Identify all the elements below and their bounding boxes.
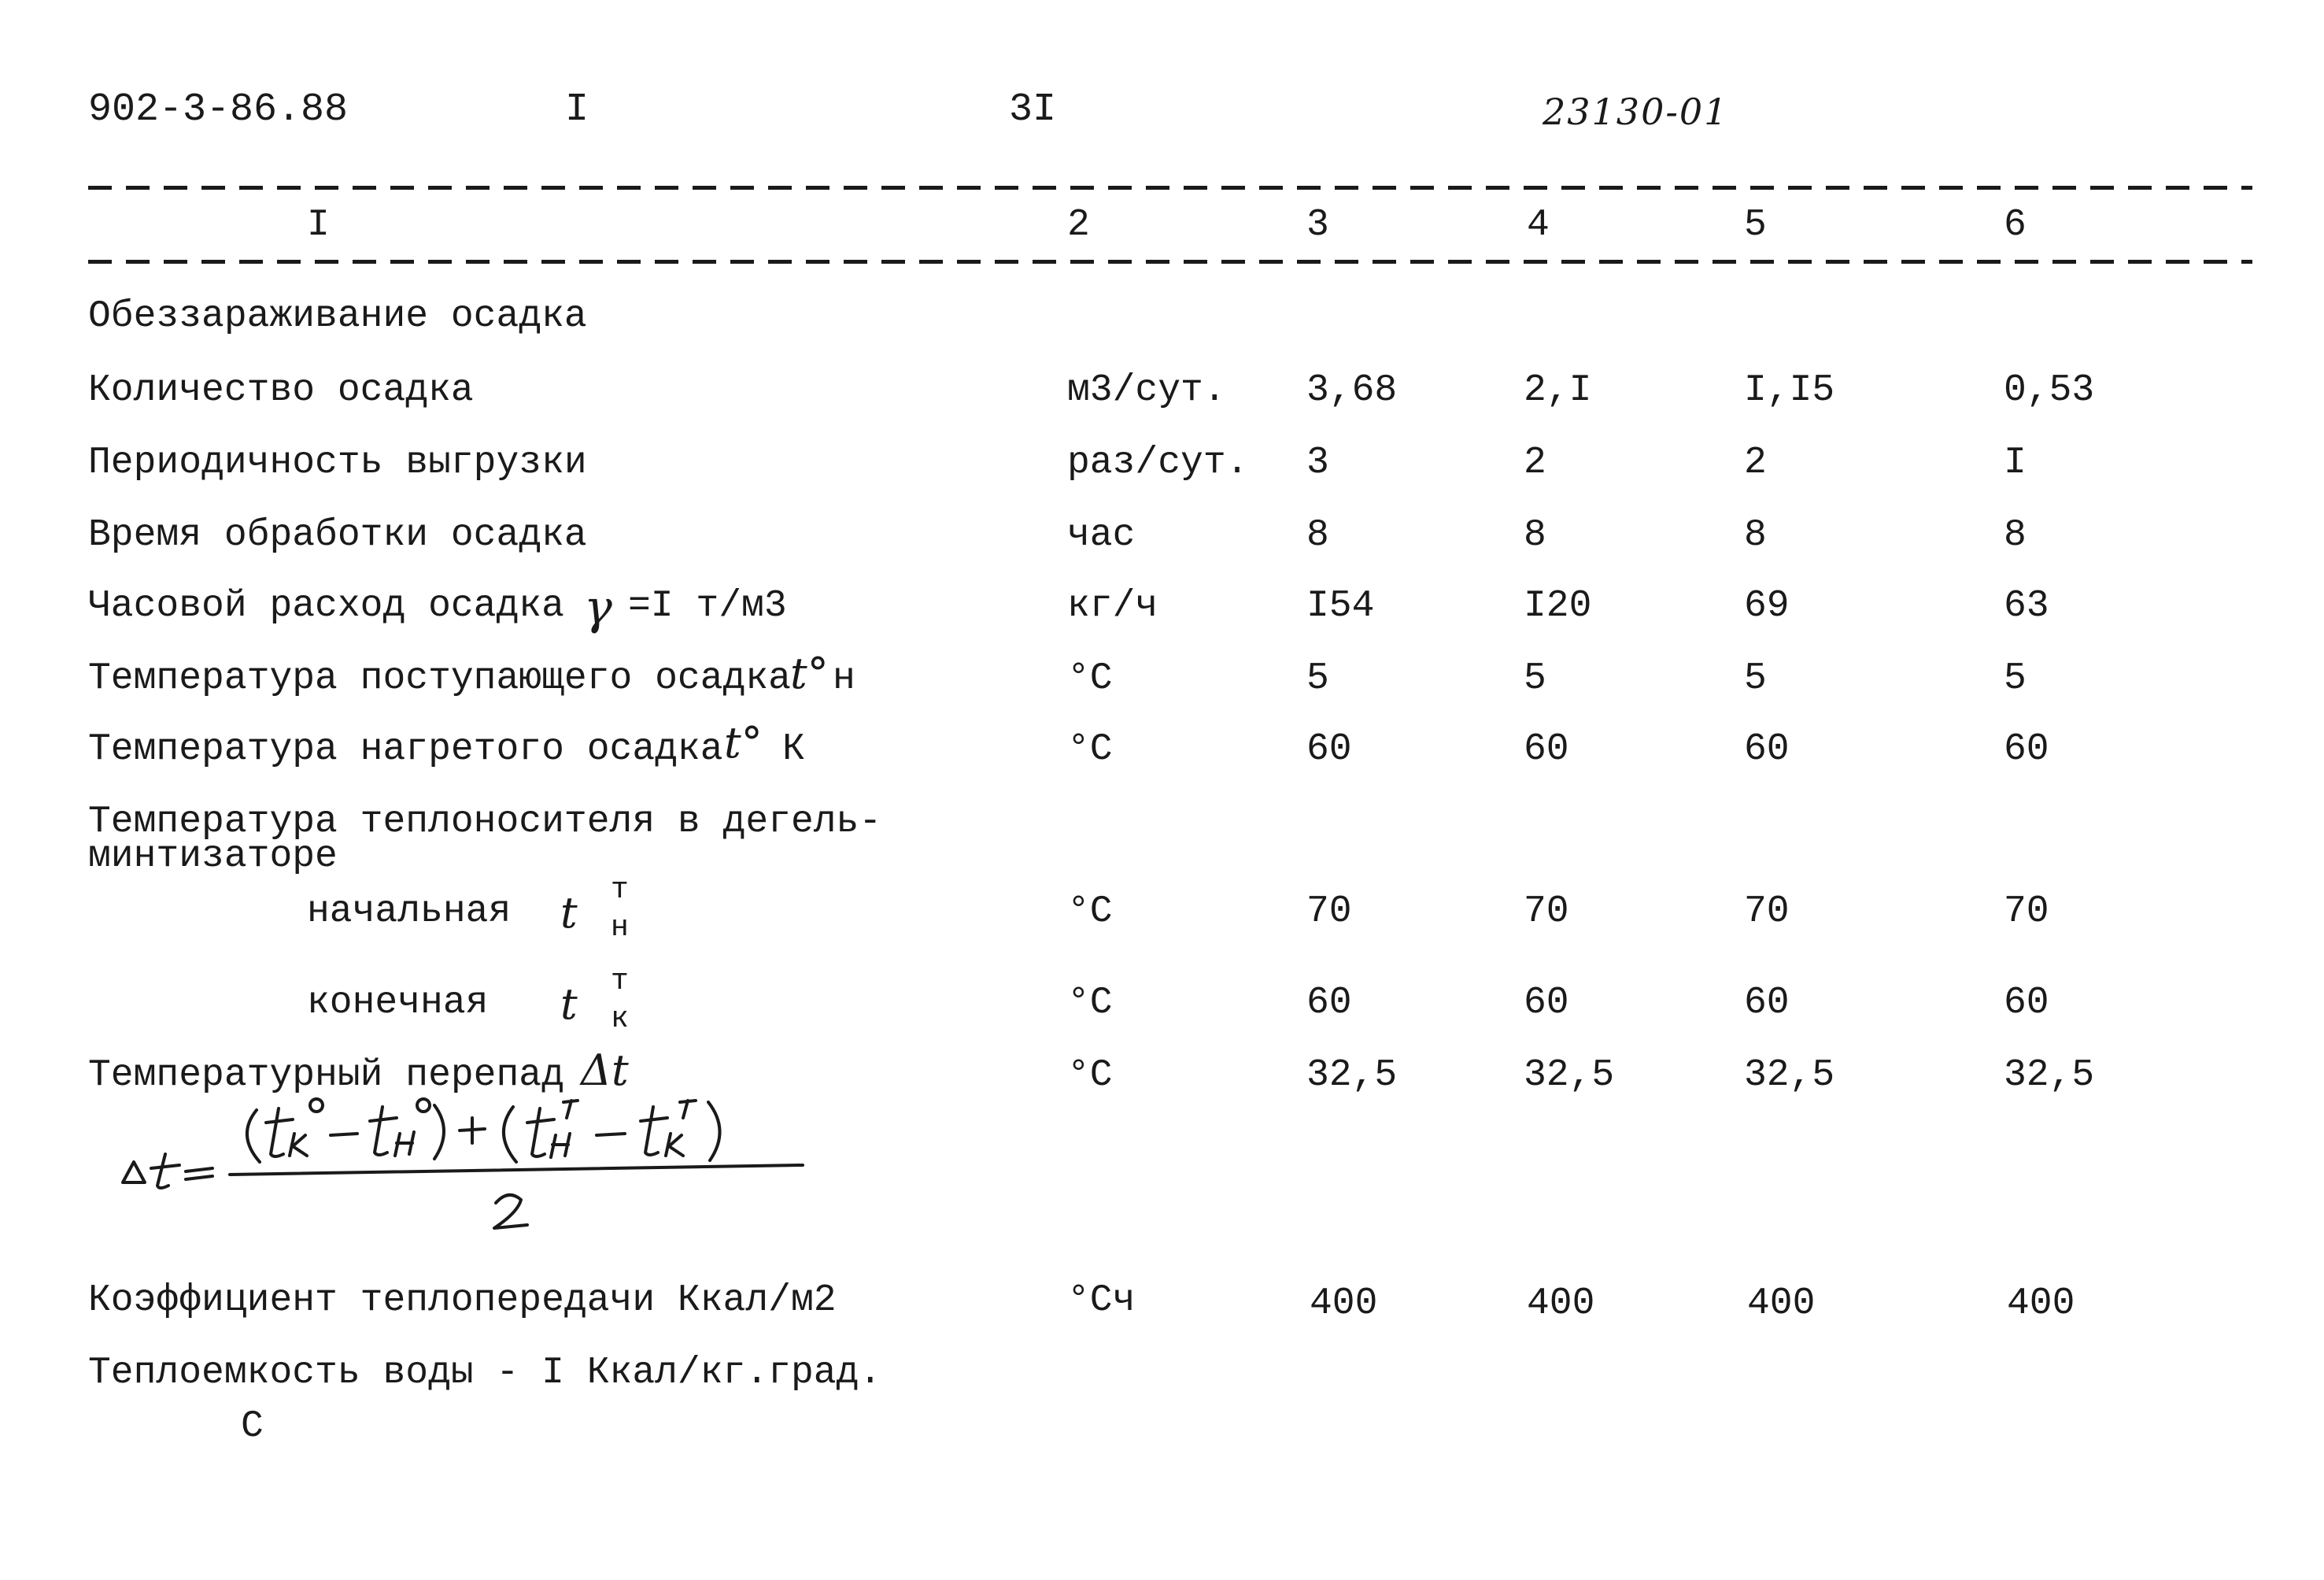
cell-value: 32,5 [1744, 1054, 1835, 1097]
row-label-final: конечная [307, 982, 489, 1024]
t-symbol: t° [790, 649, 829, 698]
hourly-flow-formula: =I т/м3 [628, 585, 787, 627]
cell-value: 400 [2007, 1282, 2075, 1325]
cell-value: 2,I [1524, 369, 1592, 412]
col-header-2: 2 [1067, 204, 1090, 246]
row-unit: м3/сут. [1067, 369, 1226, 412]
row-unit: кг/ч [1067, 585, 1158, 627]
row-label-hourly-flow: Часовой расход осадка [88, 585, 564, 627]
cell-value: 60 [2004, 728, 2049, 771]
cell-value: 0,53 [2004, 369, 2095, 412]
col-header-1: I [307, 204, 330, 246]
row-label-temp-difference: Температурный перепад [88, 1054, 564, 1097]
cell-value: 5 [1524, 657, 1546, 700]
t-symbol: t [560, 979, 578, 1029]
col-header-4: 4 [1527, 204, 1550, 246]
heat-capacity-symbol: С [241, 1405, 264, 1448]
col-header-3: 3 [1306, 204, 1329, 246]
cell-value: 70 [1306, 890, 1352, 933]
final-superscript: т [611, 964, 629, 998]
cell-value: 60 [1306, 982, 1352, 1024]
t-symbol: t [560, 888, 578, 938]
delta-t-formula [110, 1086, 834, 1236]
col-header-5: 5 [1744, 204, 1767, 246]
heated-temp-subscript: К [782, 728, 805, 771]
row-label-heated-temp: Температура нагретого осадка [88, 728, 723, 771]
cell-value: 2 [1744, 442, 1767, 484]
cell-value: 60 [2004, 982, 2049, 1024]
cell-value: 3 [1306, 442, 1329, 484]
cell-value: 8 [1306, 514, 1329, 557]
cell-value: 70 [2004, 890, 2049, 933]
cell-value: 60 [1524, 982, 1569, 1024]
cell-value: 8 [1744, 514, 1767, 557]
cell-value: 400 [1747, 1282, 1816, 1325]
cell-value: I54 [1306, 585, 1375, 627]
cell-value: 60 [1744, 728, 1790, 771]
row-unit: °Сч [1067, 1279, 1136, 1322]
row-unit: °С [1067, 890, 1113, 933]
row-label-sludge-amount: Количество осадка [88, 369, 474, 412]
cell-value: 400 [1310, 1282, 1378, 1325]
cell-value: I,I5 [1744, 369, 1835, 412]
cell-value: 32,5 [2004, 1054, 2095, 1097]
cell-value: 8 [1524, 514, 1546, 557]
cell-value: 63 [2004, 585, 2049, 627]
row-unit: °С [1067, 728, 1113, 771]
delta-t-symbol: Δt [581, 1045, 629, 1095]
row-unit: °С [1067, 1054, 1113, 1097]
initial-superscript: т [611, 873, 629, 907]
cell-value: 2 [1524, 442, 1546, 484]
row-label-heat-transfer: Коэффициент теплопередачи Ккал/м2 [88, 1279, 837, 1322]
table-top-rule [88, 186, 2252, 190]
cell-value: 70 [1524, 890, 1569, 933]
page-number: 3I [1009, 87, 1057, 132]
row-unit: °С [1067, 982, 1113, 1024]
cell-value: 5 [1744, 657, 1767, 700]
table-header-rule [88, 260, 2252, 264]
row-label-initial: начальная [307, 890, 512, 933]
cell-value: 60 [1744, 982, 1790, 1024]
gamma-symbol: γ [584, 580, 612, 635]
initial-subscript: н [611, 911, 629, 945]
section-title: Обеззараживание осадка [88, 295, 587, 338]
cell-value: 60 [1306, 728, 1352, 771]
row-label-coolant-temp-line1: Температура теплоносителя в дегель- [88, 801, 882, 843]
row-unit: час [1067, 514, 1136, 557]
cell-value: 5 [1306, 657, 1329, 700]
row-label-water-heat-capacity: Теплоемкость воды - I Ккал/кг.град. [88, 1352, 882, 1394]
row-label-unload-frequency: Периодичность выгрузки [88, 442, 587, 484]
final-subscript: к [611, 1002, 629, 1036]
cell-value: 69 [1744, 585, 1790, 627]
row-label-coolant-temp-line2: минтизаторе [88, 835, 338, 878]
archive-number: 23130-01 [1543, 91, 1729, 133]
cell-value: I [2004, 442, 2027, 484]
row-label-inlet-temp: Температура поступающего осадка [88, 657, 791, 700]
cell-value: 60 [1524, 728, 1569, 771]
cell-value: 70 [1744, 890, 1790, 933]
inlet-temp-subscript: н [833, 657, 855, 700]
col-header-6: 6 [2004, 204, 2027, 246]
doc-code: 902-3-86.88 [88, 87, 349, 132]
row-unit: °С [1067, 657, 1113, 700]
cell-value: 3,68 [1306, 369, 1398, 412]
row-unit: раз/сут. [1067, 442, 1249, 484]
cell-value: 5 [2004, 657, 2027, 700]
cell-value: I20 [1524, 585, 1592, 627]
cell-value: 32,5 [1524, 1054, 1615, 1097]
cell-value: 32,5 [1306, 1054, 1398, 1097]
cell-value: 8 [2004, 514, 2027, 557]
row-label-processing-time: Время обработки осадка [88, 514, 587, 557]
volume-number: I [565, 87, 589, 132]
t-symbol: t° [724, 718, 763, 768]
cell-value: 400 [1527, 1282, 1595, 1325]
